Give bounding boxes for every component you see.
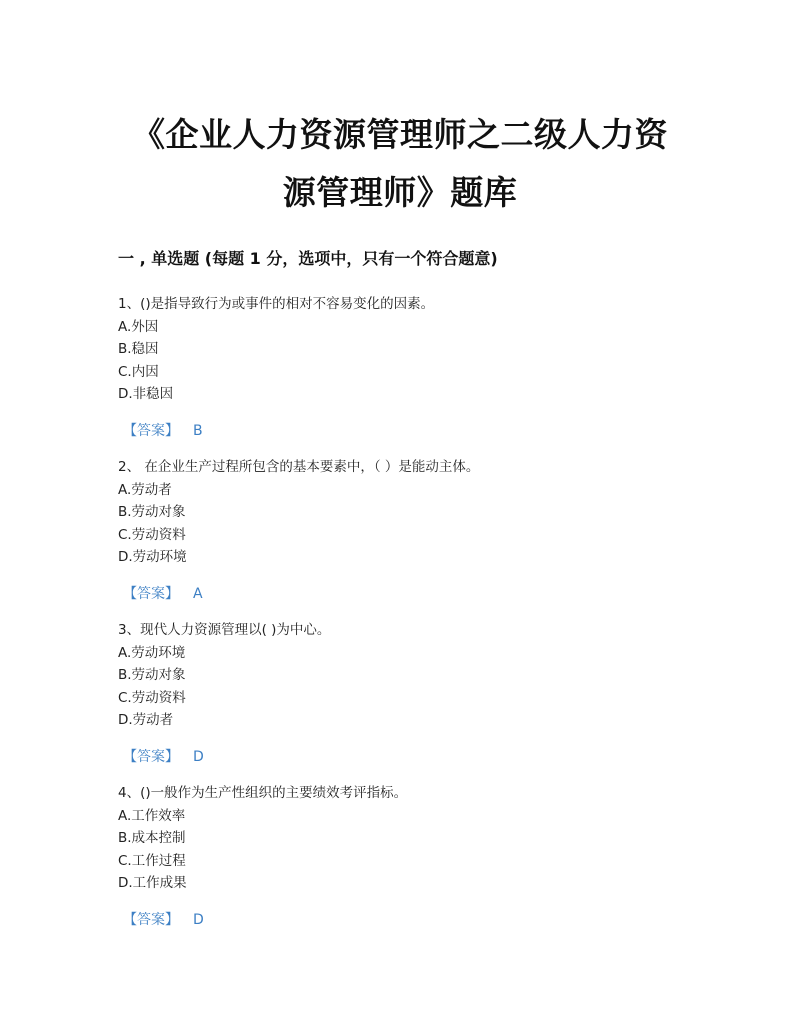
answer-label: 【答案】: [123, 911, 179, 928]
question-stem: 4、()一般作为生产性组织的主要绩效考评指标。: [118, 785, 408, 801]
option-c: C.劳动资料: [118, 526, 186, 543]
title-line-1: 《企业人力资源管理师之二级人力资: [132, 115, 668, 154]
section-heading: 一 , 单选题 (每题 1 分，选项中，只有一个符合题意): [118, 249, 498, 268]
question-2: [118, 456, 718, 619]
option-a: A.劳动者: [118, 481, 172, 498]
option-d: D.劳动者: [118, 712, 174, 728]
answer-value: B: [193, 422, 203, 439]
option-d: D.工作成果: [118, 875, 187, 891]
answer-line: [118, 420, 718, 442]
option-c: C.劳动资料: [118, 689, 186, 706]
option-b: B.劳动对象: [118, 504, 186, 520]
answer-label: 【答案】: [123, 748, 179, 765]
answer-line: [118, 909, 718, 931]
question-stem: 2、 在企业生产过程所包含的基本要素中，（ ）是能动主体。: [118, 459, 480, 475]
option-d: D.非稳因: [118, 386, 174, 402]
question-4: [118, 782, 718, 945]
answer-value: D: [193, 911, 204, 928]
option-c: C.工作过程: [118, 852, 186, 869]
answer-label: 【答案】: [123, 422, 179, 439]
title-line-2: 源管理师》题库: [282, 173, 518, 212]
question-3: [118, 619, 718, 782]
option-a: A.外因: [118, 318, 159, 335]
question-list: [118, 293, 718, 945]
option-d: D.劳动环境: [118, 549, 187, 565]
option-c: C.内因: [118, 363, 159, 380]
question-stem: 1、()是指导致行为或事件的相对不容易变化的因素。: [118, 296, 435, 312]
document-title: [100, 106, 700, 222]
question-1: [118, 293, 718, 456]
option-b: B.稳因: [118, 341, 159, 357]
option-b: B.成本控制: [118, 830, 186, 846]
answer-line: [118, 746, 718, 768]
answer-label: 【答案】: [123, 585, 179, 602]
option-b: B.劳动对象: [118, 667, 186, 683]
option-a: A.工作效率: [118, 807, 186, 824]
answer-value: D: [193, 748, 204, 765]
answer-value: A: [193, 585, 203, 602]
question-stem: 3、现代人力资源管理以( )为中心。: [118, 622, 331, 638]
answer-line: [118, 583, 718, 605]
option-a: A.劳动环境: [118, 644, 186, 661]
